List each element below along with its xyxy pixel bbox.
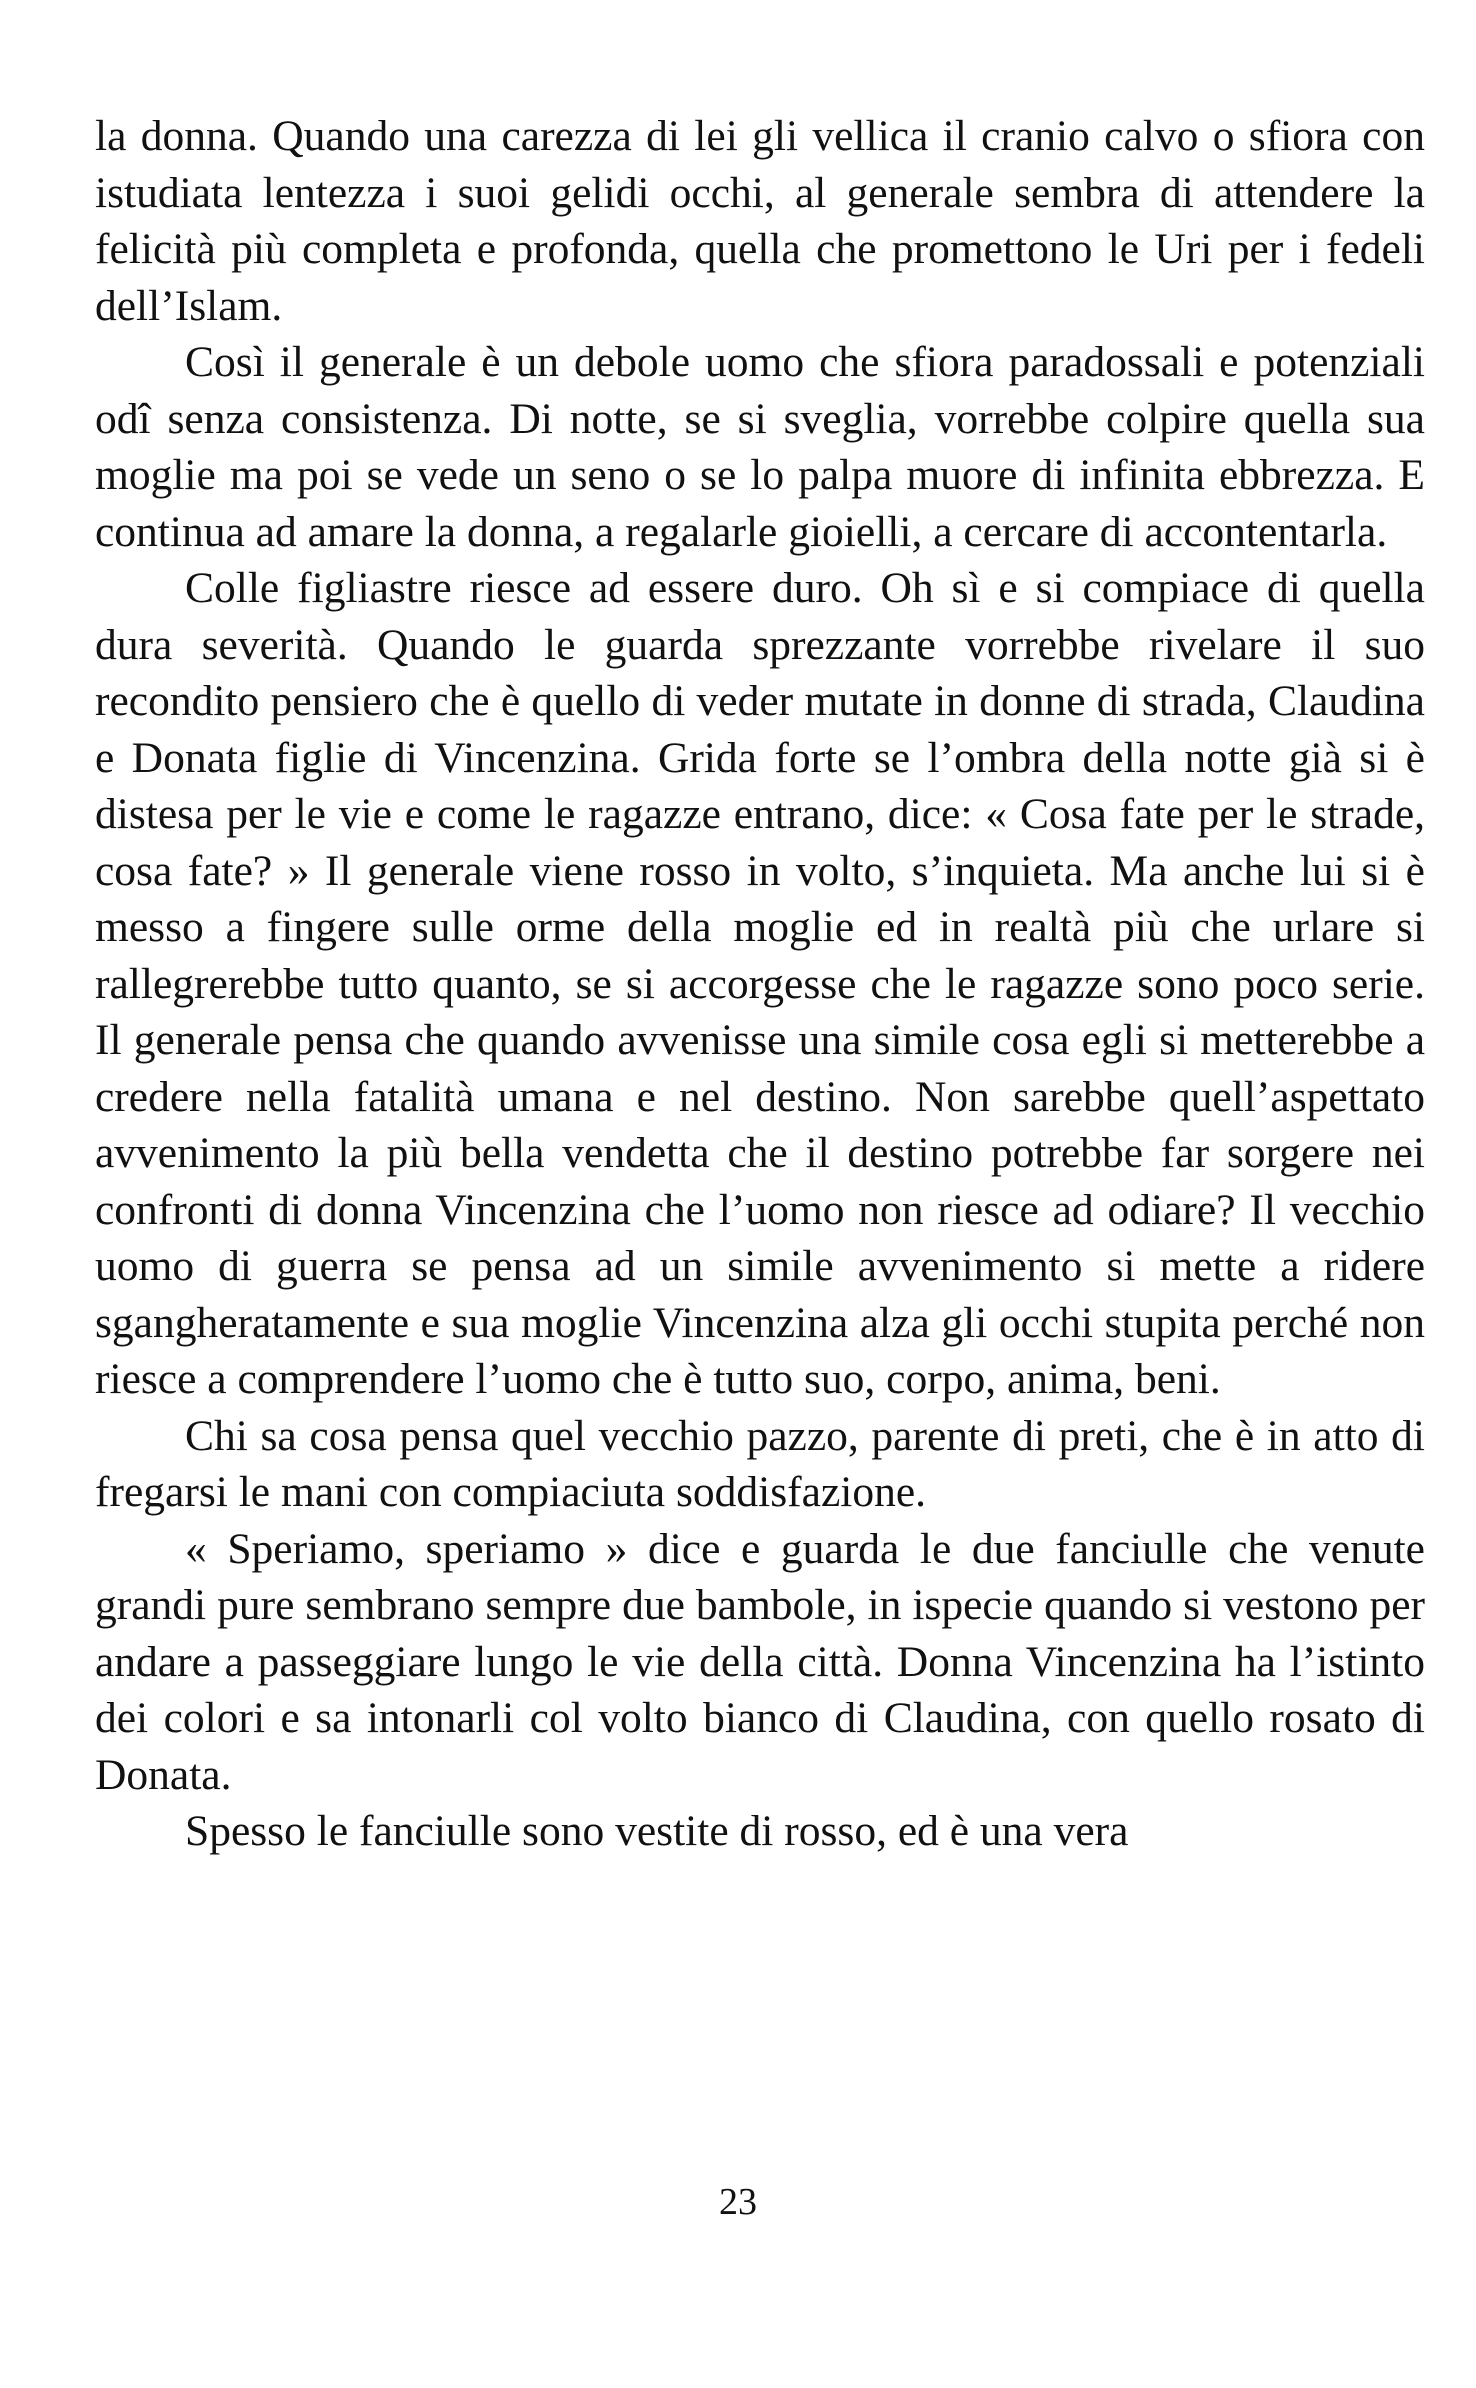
paragraph: la donna. Quando una carezza di lei gli vellica il cranio calvo o sfiora con istudiata lentezza i suoi gelidi occhi, al generale sembra di attendere la felicità più completa e profonda, quella che promettono le Uri per i fedeli dell’Islam. [95, 112, 1425, 330]
body-text [95, 108, 1425, 1860]
paragraph: Spesso le fanciulle sono vestite di rosso, ed è una vera [185, 1807, 1129, 1855]
paragraph: « Speriamo, speriamo » dice e guarda le due fanciulle che venute grandi pure sembrano sempre due bambole, in ispecie quando si vestono per andare a passeggiare lungo le vie della città. Donna Vincenzina ha l’istinto dei colori e sa intonarli col volto bianco di Claudina, con quello rosato di Donata. [95, 1524, 1425, 1799]
page-number: 23 [719, 2181, 757, 2223]
paragraph: Chi sa cosa pensa quel vecchio pazzo, parente di preti, che è in atto di fregarsi le mani con compiaciuta soddisfazione. [95, 1411, 1425, 1516]
paragraph: Colle figliastre riesce ad essere duro. Oh sì e si compiace di quella dura severità. Quando le guarda sprezzante vorrebbe rivelare il suo recondito pensiero che è quello di veder mutate in donne di strada, Claudina e Donata figlie di Vincenzina. Grida forte se l’ombra della notte già si è distesa per le vie e come le ragazze entrano, dice: « Cosa fate per le strade, cosa fate? » Il generale viene rosso in volto, s’inquieta. Ma anche lui si è messo a fingere sulle orme della moglie ed in realtà più che urlare si rallegrerebbe tutto quanto, se si accorgesse che le ragazze sono poco serie. Il generale pensa che quando avvenisse una simile cosa egli si metterebbe a credere nella fatalità umana e nel destino. Non sarebbe quell’aspettato avvenimento la più bella vendetta che il destino potrebbe far sorgere nei confronti di donna Vincenzina che l’uomo non riesce ad odiare? Il vecchio uomo di guerra se pensa ad un simile avvenimento si mette a ridere sgangheratamente e sua moglie Vincenzina alza gli occhi stupita perché non riesce a comprendere l’uomo che è tutto suo, corpo, anima, beni. [95, 564, 1425, 1403]
paragraph: Così il generale è un debole uomo che sfiora paradossali e potenziali odî senza consistenza. Di notte, se si sveglia, vorrebbe colpire quella sua moglie ma poi se vede un seno o se lo palpa muore di infinita ebbrezza. E continua ad amare la donna, a regalarle gioielli, a cercare di accontentarla. [95, 338, 1425, 556]
